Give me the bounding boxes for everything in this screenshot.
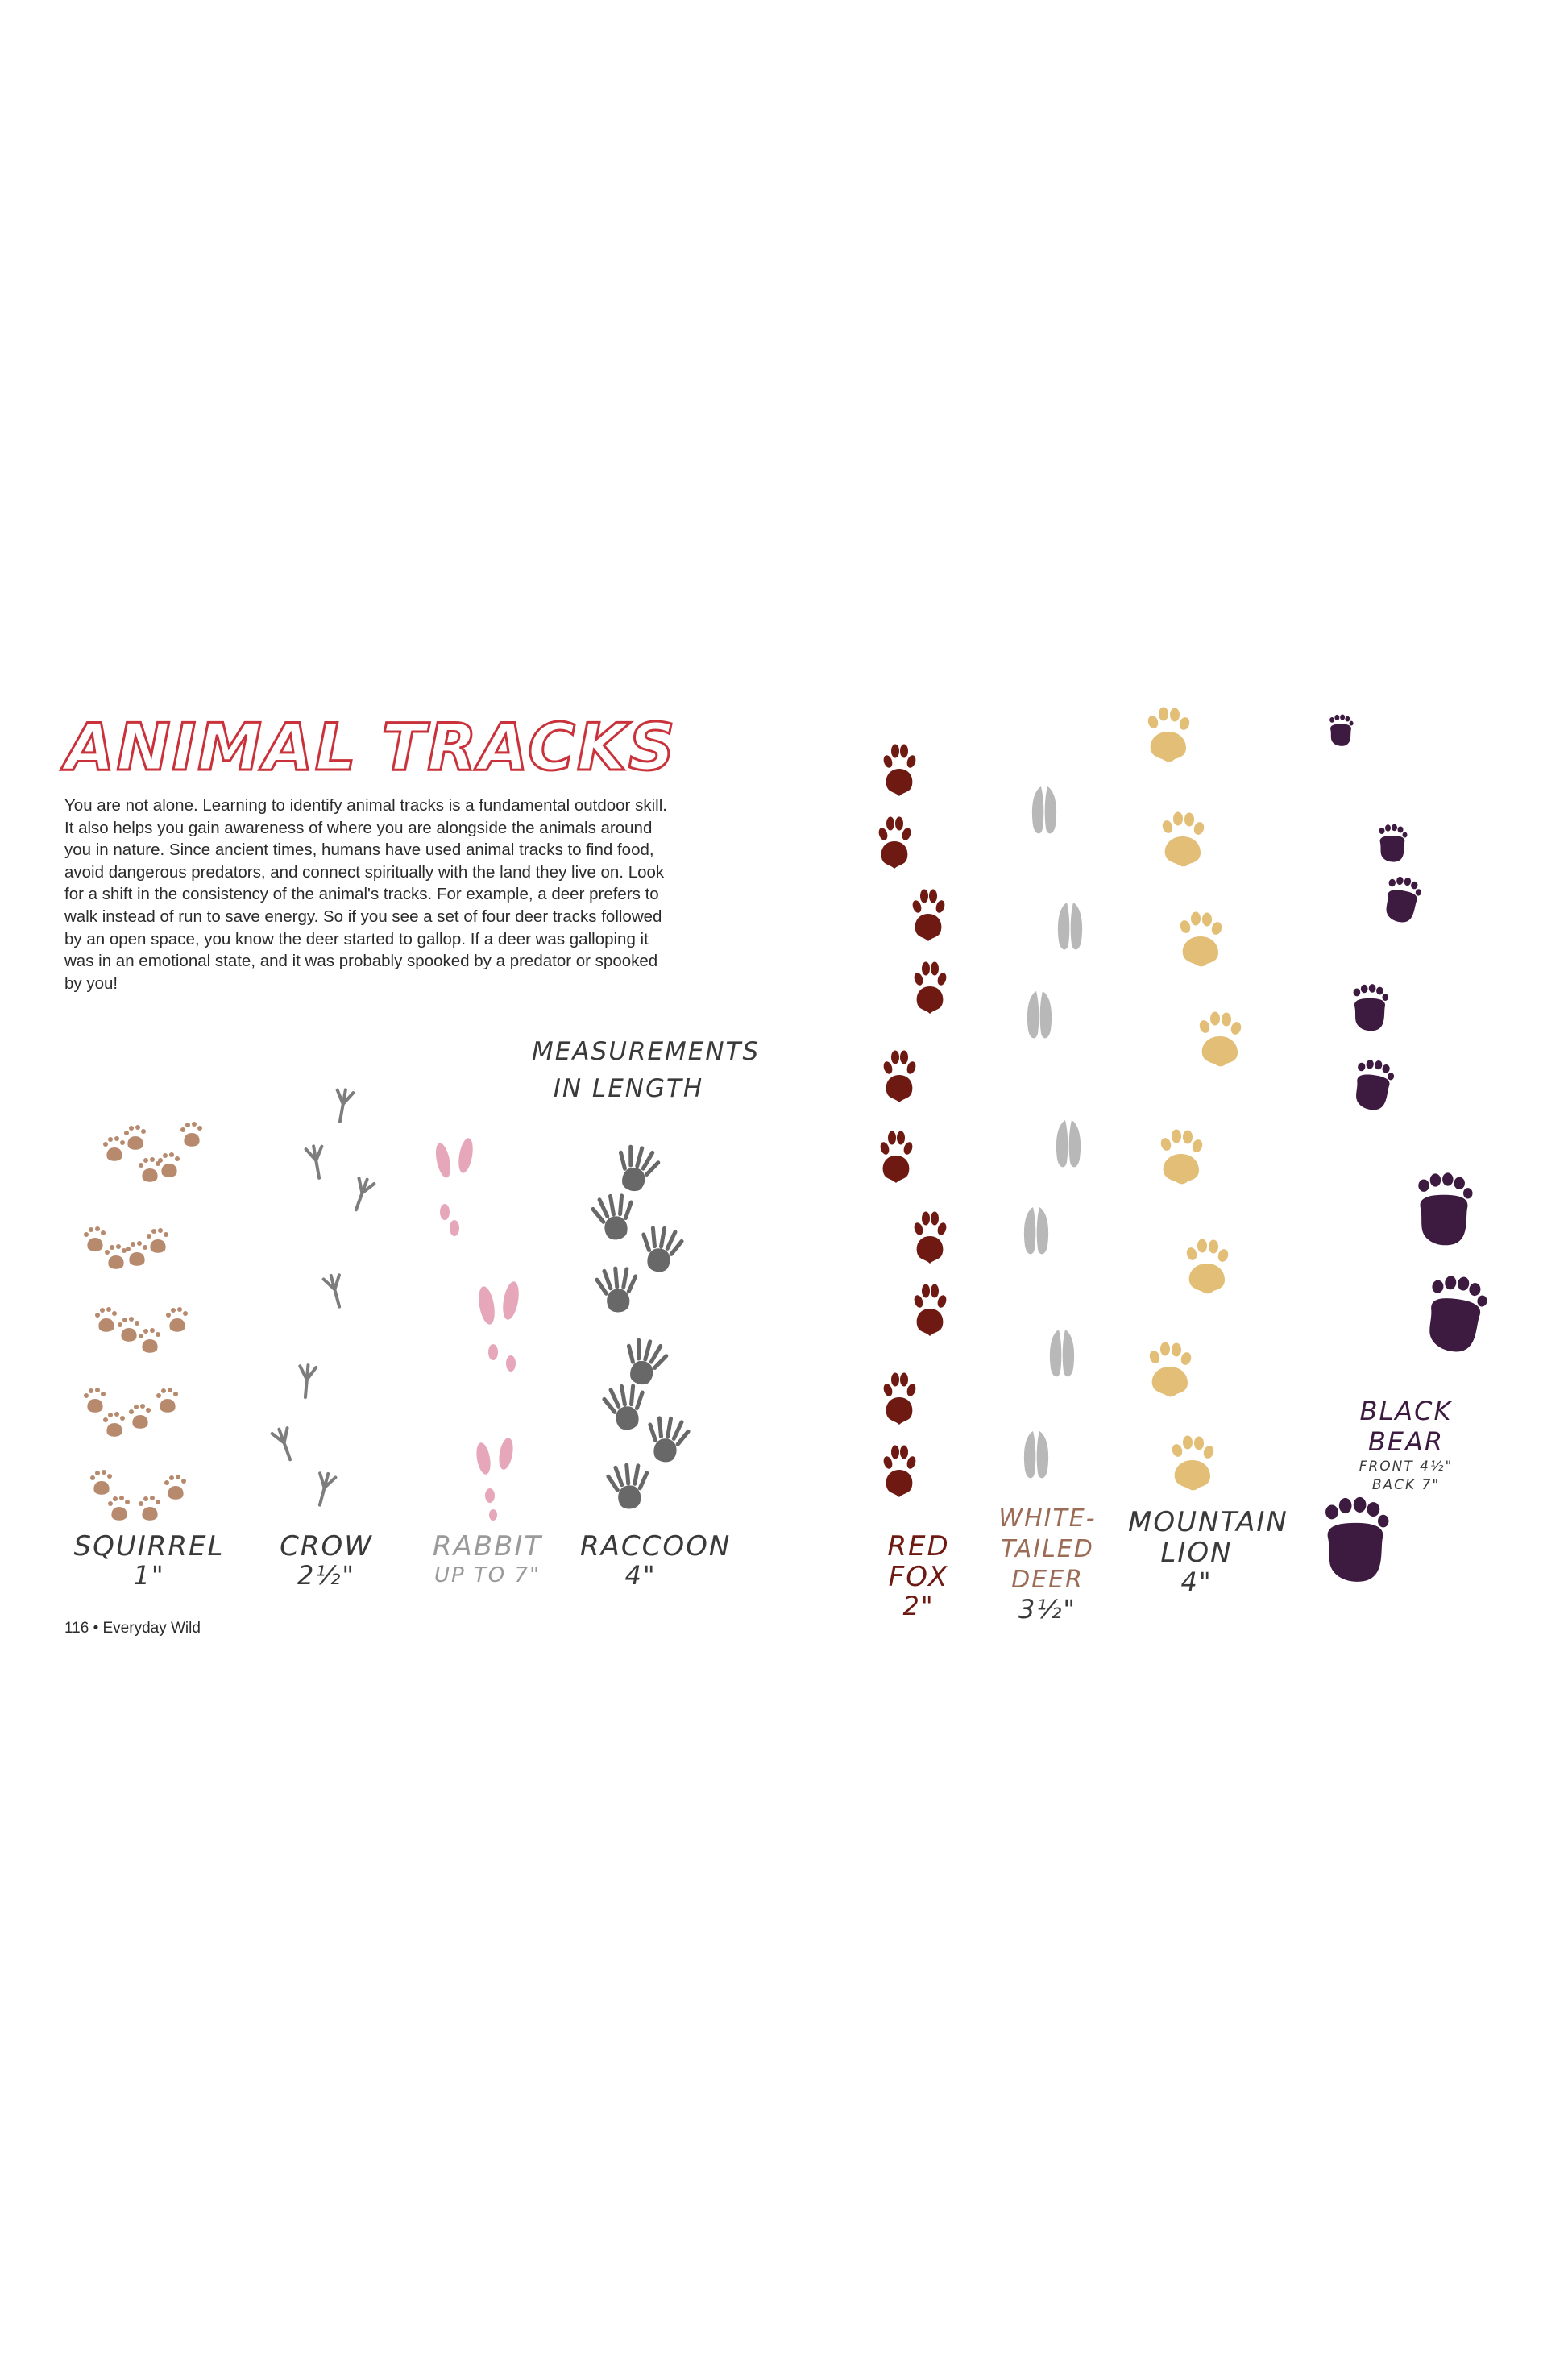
label-raccoon-measure: 4": [624, 1560, 657, 1591]
label-deer-measure: 3½": [1018, 1594, 1077, 1625]
mountain-lion-tracks: [1128, 693, 1249, 1499]
label-raccoon: [580, 1530, 732, 1591]
label-crow-measure: 2½": [297, 1560, 356, 1591]
measurements-note-line2: IN LENGTH: [553, 1074, 704, 1103]
rabbit-tracks: [419, 1128, 540, 1515]
label-black-bear-name: BLACK BEAR: [1359, 1396, 1453, 1457]
label-black-bear: [1321, 1396, 1491, 1494]
label-crow-name: CROW: [280, 1530, 373, 1562]
intro-paragraph: You are not alone. Learning to identify animal tracks is a fundamental outdoor skill. It also helps you gain awareness of where you are alongside the animals around you in nature. Since ancient times, humans have used animal tracks to find food, avoid dangerous predators, and connect spiritually with the land they live on. Look for a shift in the consistency of the animal's tracks. For example, a deer prefers to walk instead of run to save energy. So if you see a set of four deer tracks followed by an open space, you know the deer started to gallop. If a deer was galloping it was in an emotional state, and it was probably spooked by a predator or spooked by you!: [64, 796, 667, 993]
label-mountain-lion-name-line1: MOUNTAIN: [1128, 1506, 1288, 1538]
page-title: ANIMAL TRACKS: [64, 710, 677, 785]
label-squirrel-measure: 1": [133, 1560, 165, 1591]
crow-tracks: [258, 1080, 395, 1515]
label-mountain-lion-name-line2: LION: [1160, 1537, 1233, 1569]
page-footer: 116 • Everyday Wild: [64, 1620, 201, 1637]
raccoon-tracks: [580, 1128, 701, 1515]
label-deer-name-line1: WHITE-TAILED: [998, 1504, 1097, 1563]
label-black-bear-back: BACK 7": [1371, 1477, 1441, 1493]
page-title-graphic: [64, 693, 677, 790]
measurements-note-line1: MEASUREMENTS: [532, 1037, 761, 1066]
label-black-bear-front: FRONT 4½": [1359, 1459, 1454, 1475]
deer-tracks: [999, 774, 1104, 1499]
label-rabbit: [427, 1531, 548, 1589]
label-squirrel: [73, 1531, 226, 1589]
measurements-note: [532, 1033, 761, 1107]
label-red-fox-name: RED FOX: [887, 1530, 950, 1593]
label-raccoon-name: RACCOON: [580, 1530, 732, 1562]
label-mountain-lion-measure: 4": [1180, 1567, 1213, 1597]
label-red-fox-measure: 2": [902, 1591, 935, 1621]
label-mountain-lion: [1128, 1506, 1288, 1597]
label-deer-name-line2: DEER: [1011, 1566, 1084, 1594]
red-fox-tracks: [862, 717, 967, 1515]
label-crow: [266, 1531, 387, 1589]
label-deer: [967, 1504, 1128, 1623]
label-rabbit-name: RABBIT: [432, 1530, 543, 1562]
label-rabbit-measure: UP TO 7": [433, 1563, 541, 1587]
label-squirrel-name: SQUIRREL: [73, 1530, 225, 1562]
label-red-fox: [862, 1531, 975, 1620]
squirrel-tracks: [73, 1104, 226, 1515]
